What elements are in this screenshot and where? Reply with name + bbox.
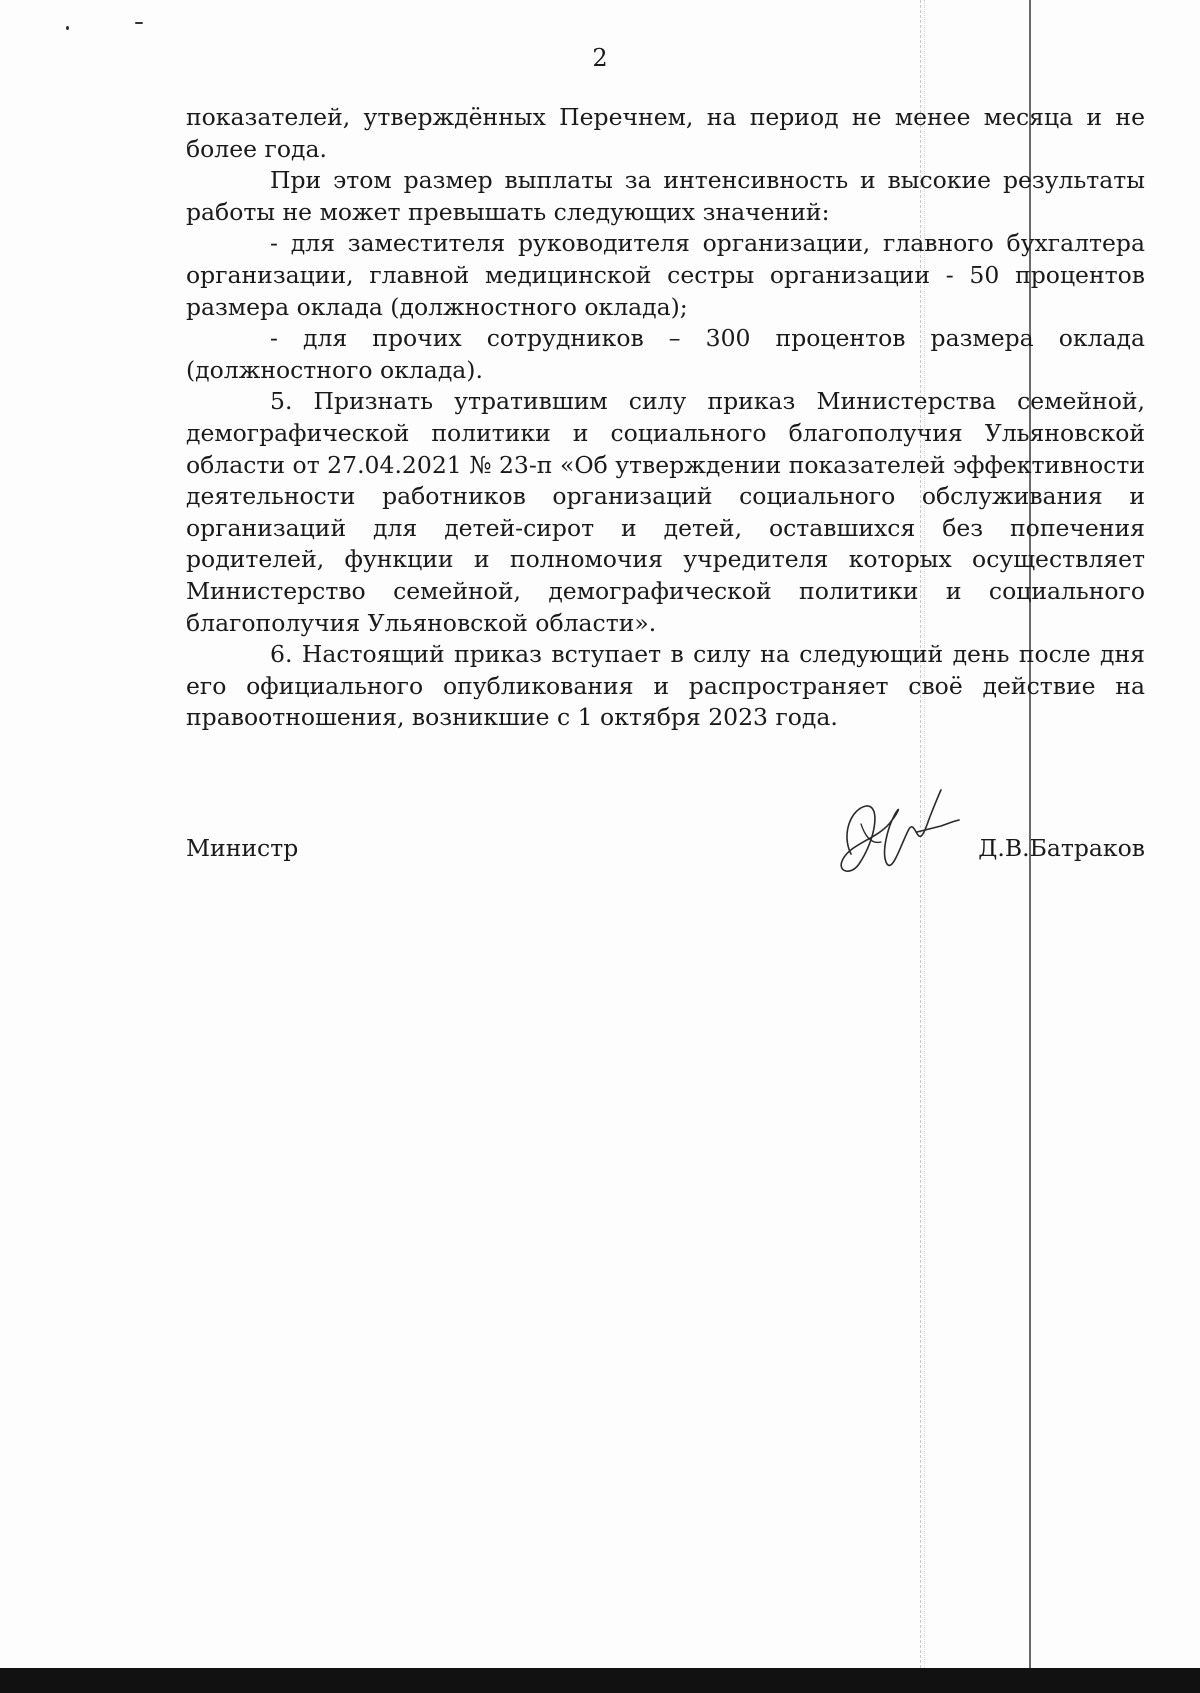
scan-edge-bar <box>0 1668 1200 1693</box>
list-item-other-staff: - для прочих сотрудников – 300 процентов размера оклада (должностного оклада). <box>186 324 1145 384</box>
signature-block <box>186 830 1145 900</box>
document-body <box>186 102 1145 734</box>
signer-name: Д.В.Батраков <box>978 834 1145 862</box>
list-item-deputy: - для заместителя руководителя организации, главного бухгалтера организации, главной медицинской сестры организации - 50 процентов размера оклада (должностного оклада); <box>186 229 1145 321</box>
scan-speck <box>135 22 143 24</box>
paragraph-continuation: показателей, утверждённых Перечнем, на период не менее месяца и не более года. <box>186 103 1145 163</box>
signer-title: Министр <box>186 834 299 862</box>
paragraph-payment-limit: При этом размер выплаты за интенсивность и высокие результаты работы не может превышать следующих значений: <box>186 166 1145 226</box>
page-number: 2 <box>592 44 608 72</box>
paragraph-item-5: 5. Признать утратившим силу приказ Министерства семейной, демографической политики и социального благополучия Ульяновской области от 27.04.2021 № 23-п «Об утверждении показателей эффективности деятельности работников организаций социального обслуживания и организаций для детей-сирот и детей, оставшихся без попечения родителей, функции и полномочия учредителя которых осуществляет Министерство семейной, демографической политики и социального благополучия Ульяновской области». <box>186 387 1145 637</box>
scan-speck <box>66 26 69 30</box>
paragraph-item-6: 6. Настоящий приказ вступает в силу на следующий день после дня его официального опубликования и распространяет своё действие на правоотношения, возникшие с 1 октября 2023 года. <box>186 640 1145 732</box>
handwritten-signature <box>821 784 966 884</box>
